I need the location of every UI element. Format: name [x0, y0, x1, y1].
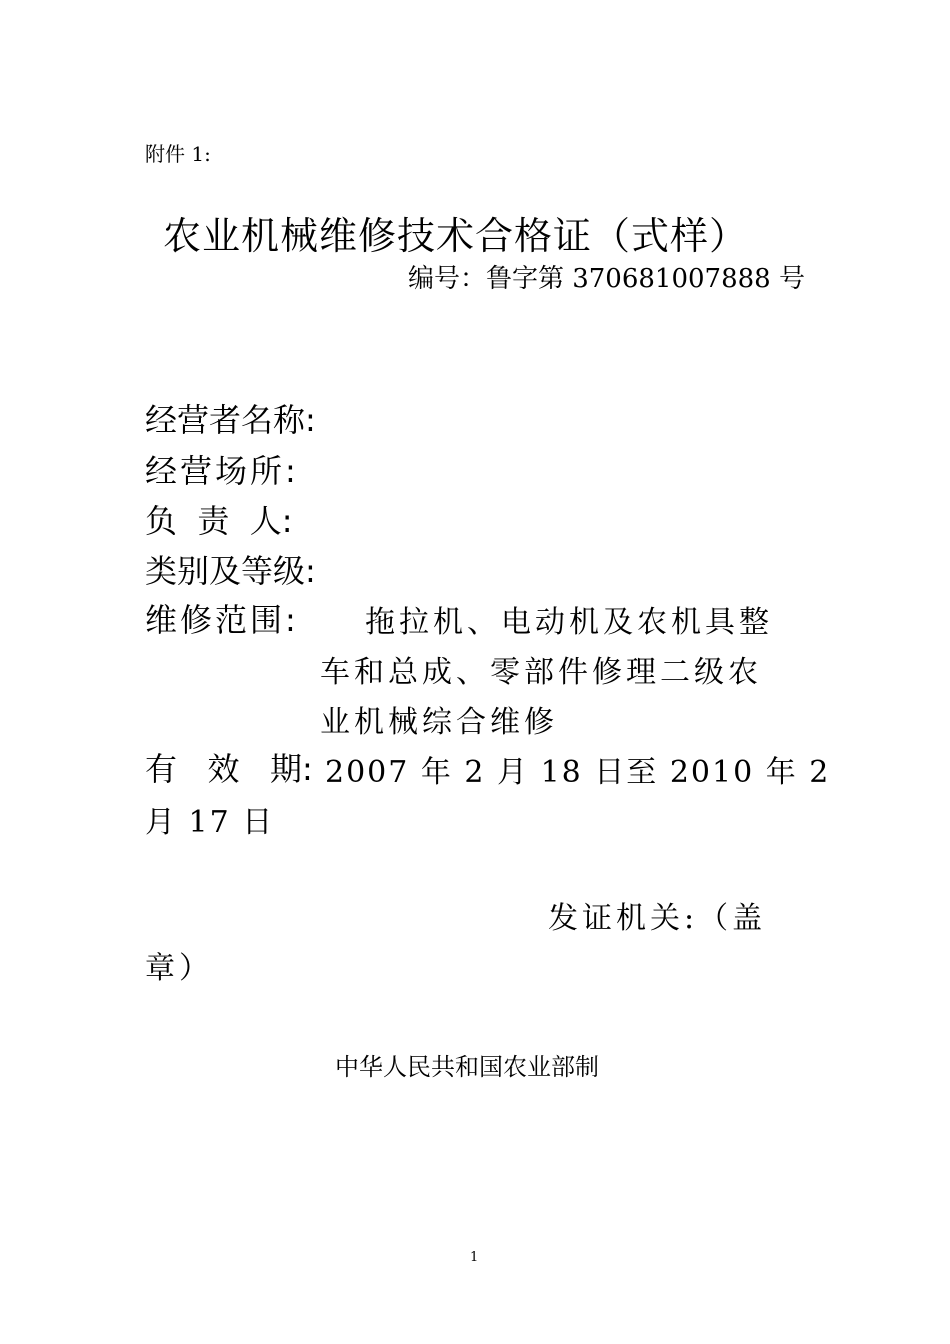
person-in-charge-text: 负 责 人:: [145, 502, 293, 540]
repair-scope-line-1: 拖拉机、电动机及农机具整: [365, 605, 773, 640]
repair-scope-line-3: 业机械综合维修: [320, 705, 558, 740]
document-title: 农业机械维修技术合格证（式样）: [163, 214, 749, 258]
certificate-number: 编号：鲁字第 370681007888 号: [407, 264, 805, 294]
validity-label: [145, 744, 313, 790]
repair-scope-line-2: 车和总成、零部件修理二级农: [320, 655, 762, 690]
issuer-line-2: 章）: [145, 951, 213, 986]
person-in-charge-label: [145, 496, 292, 542]
issuing-ministry: 中华人民共和国农业部制: [335, 1053, 599, 1081]
business-location-label: 经营场所:: [145, 452, 299, 490]
validity-line-2: 月 17 日: [145, 805, 275, 840]
issuer-line-1: 发证机关:（盖: [548, 901, 767, 936]
repair-scope-label: 维修范围:: [145, 601, 299, 639]
page-number: 1: [470, 1250, 479, 1265]
validity-line-1: 2007 年 2 月 18 日至 2010 年 2: [325, 755, 831, 790]
operator-name-label: 经营者名称:: [145, 401, 316, 439]
category-grade-label: 类别及等级:: [145, 552, 316, 590]
attachment-label: 附件 1:: [145, 142, 211, 166]
validity-label-text: 有 效 期:: [145, 750, 313, 788]
